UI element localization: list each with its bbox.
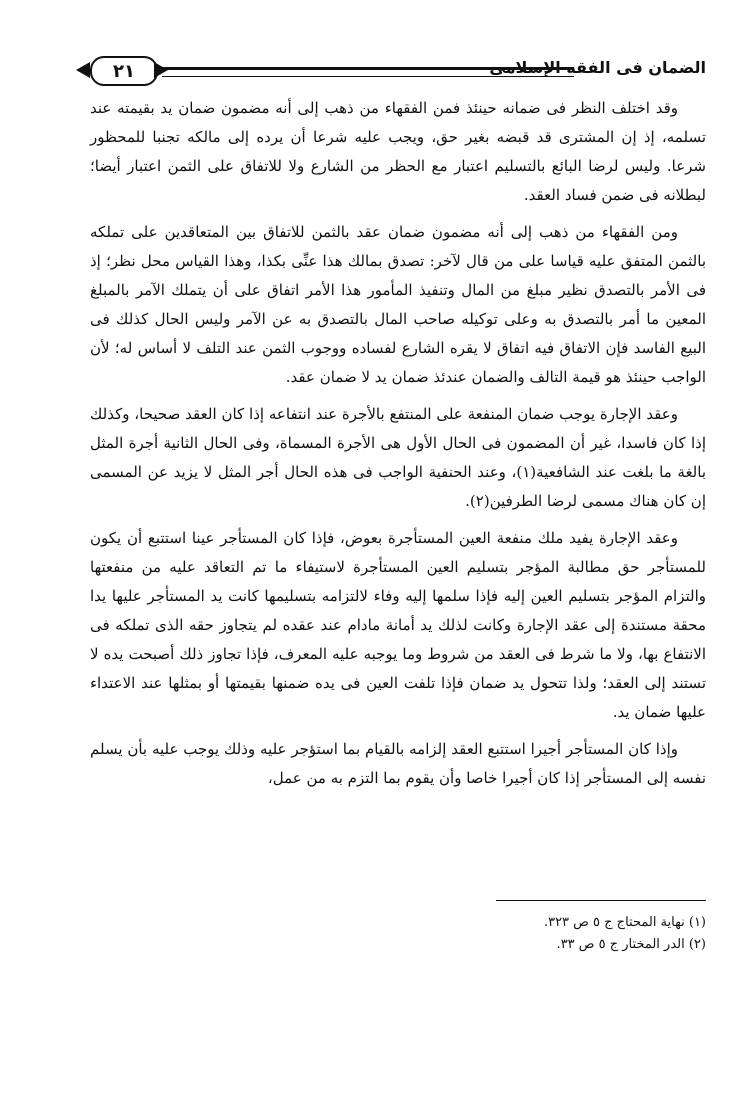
body-text [90, 94, 706, 793]
page-number: ٢١ [90, 56, 158, 86]
page-header [76, 52, 706, 92]
right-ornament-icon [154, 62, 168, 78]
paragraph-5: وإذا كان المستأجر أجيرا استتبع العقد إلزامه بالقيام بما استؤجر عليه وذلك يوجب عليه بأن يسلم نفسه إلى المستأجر إذا كان أجيرا خاصا وأن يقوم بما التزم به من عمل، [90, 740, 706, 787]
paragraph-1: وقد اختلف النظر فى ضمانه حينئذ فمن الفقهاء من ذهب إلى أنه مضمون ضمان يد بقيمته عند تسلمه، إذ إن المشترى قد قبضه بغير حق، ويجب عليه شرعا أن يرده إلى مالكه تجنبا للمحظور شرعا. وليس لرضا البائع بالتسليم اعتبار مع الحظر من الشارع ولا للاتفاق على الثمن اعتبار أيضا؛ لبطلانه فى ضمن فساد العقد. [90, 99, 706, 204]
running-title: الضمان فى الفقه الإسلامى [489, 58, 706, 77]
header-double-rule [162, 67, 574, 77]
paragraph-2: ومن الفقهاء من ذهب إلى أنه مضمون ضمان عقد بالثمن للاتفاق بين المتعاقدين على تملكه بالثمن المتفق عليه قياسا على من قال لآخر: تصدق بمالك هذا عنِّى بكذا، وهذا القياس محل نظر؛ إذ فى الأمر بالتصدق نظير مبلغ من المال وتنفيذ المأمور هذا الأمر اتفاق على أن يتملك الآمر بالمبلغ المعين ما أمر بالتصدق به وعلى توكيله صاحب المال بالتصدق به عن الآمر وليس الحال كذلك فى البيع الفاسد فإن الاتفاق فيه اتفاق لا يقره الشارع لفساده ووجوب الثمن عند التلف لا أساس له؛ لأن الواجب حينئذ هو قيمة التالف والضمان عندئذ ضمان يد لا ضمان عقد. [90, 223, 706, 386]
paragraph-4: وعقد الإجارة يفيد ملك منفعة العين المستأجرة بعوض، فإذا كان المستأجر عينا استتبع أن يكون للمستأجر حق مطالبة المؤجر بتسليم العين المستأجرة لاستيفاء ما تم التعاقد عليه من منفعتها والتزام المؤجر بتسليم العين إليه فإذا سلمها إليه وفاء لالتزامه بتسليمها كانت يد المستأجر عليها يدا محقة مستندة إلى عقد الإجارة وكانت لذلك يد أمانة مادام عند عقده لم يتجاوز حقه الذى تملكه فى الانتفاع بها، ولا ما شرط فى العقد من شروط وما يوجبه عليه المعرف، فإذا تجاوز ذلك أصبحت يده لا تستند إلى العقد؛ ولذا تتحول يد ضمان فإذا تلفت العين فى يده ضمنها بقيمتها أو بمثلها عند الاعتداء عليها ضمان يد. [90, 529, 706, 721]
footnote-2: (٢) الدر المختار ج ٥ ص ٣٣. [556, 937, 706, 952]
footnote-1: (١) نهاية المحتاج ج ٥ ص ٣٢٣. [543, 915, 706, 930]
footnotes [306, 912, 706, 956]
paragraph-3: وعقد الإجارة يوجب ضمان المنفعة على المنتفع بالأجرة عند انتفاعه إذا كان العقد صحيحا، وكذلك إذا كان فاسدا، غير أن المضمون فى الحال الأول هى الأجرة المسماة، وفى الحال الثانية أجرة المثل بالغة ما بلغت عند الشافعية(١)، وعند الحنفية الواجب فى هذه الحال أجر المثل لا يزيد عن المسمى إن كان هناك مسمى لرضا الطرفين(٢). [90, 405, 706, 510]
left-ornament-icon [76, 62, 90, 78]
footnote-separator [496, 900, 706, 901]
